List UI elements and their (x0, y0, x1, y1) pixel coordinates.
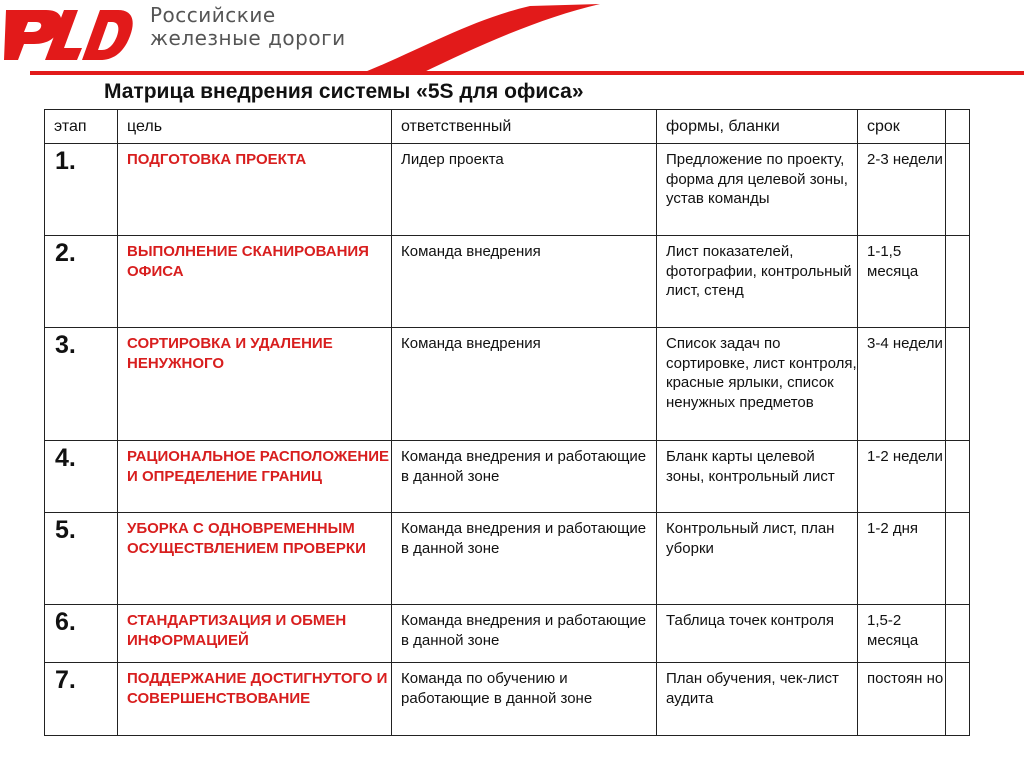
stage-responsible: Команда внедрения и работающие в данной зоне (392, 605, 657, 663)
stage-empty-cell (946, 441, 970, 513)
stage-empty-cell (946, 605, 970, 663)
stage-forms: Контрольный лист, план уборки (657, 513, 858, 605)
table-row (45, 513, 970, 605)
stage-number: 3. (45, 328, 118, 441)
stage-goal: РАЦИОНАЛЬНОЕ РАСПОЛОЖЕНИЕ И ОПРЕДЕЛЕНИЕ ГРАНИЦ (118, 441, 392, 513)
table-row (45, 605, 970, 663)
stage-empty-cell (946, 513, 970, 605)
column-header-responsible: ответственный (392, 110, 657, 144)
page-title: Матрица внедрения системы «5S для офиса» (104, 80, 584, 103)
column-header-forms: формы, бланки (657, 110, 858, 144)
stage-responsible: Лидер проекта (392, 144, 657, 236)
stage-responsible: Команда внедрения и работающие в данной зоне (392, 441, 657, 513)
stage-goal: СОРТИРОВКА И УДАЛЕНИЕ НЕНУЖНОГО (118, 328, 392, 441)
stage-empty-cell (946, 236, 970, 328)
stage-term: 1-2 дня (858, 513, 946, 605)
stage-number: 2. (45, 236, 118, 328)
stage-responsible: Команда внедрения и работающие в данной зоне (392, 513, 657, 605)
stage-forms: Лист показателей, фотографии, контрольный лист, стенд (657, 236, 858, 328)
table-row (45, 328, 970, 441)
column-header-goal: цель (118, 110, 392, 144)
stage-term: 2-3 недели (858, 144, 946, 236)
column-header-stage: этап (45, 110, 118, 144)
stage-term: 1-1,5 месяца (858, 236, 946, 328)
stage-term: постоян но (858, 663, 946, 736)
stage-responsible: Команда внедрения (392, 236, 657, 328)
stage-term: 1-2 недели (858, 441, 946, 513)
stage-forms: План обучения, чек-лист аудита (657, 663, 858, 736)
table-row (45, 144, 970, 236)
stage-responsible: Команда внедрения (392, 328, 657, 441)
stage-number: 1. (45, 144, 118, 236)
stage-number: 7. (45, 663, 118, 736)
stage-goal: УБОРКА С ОДНОВРЕМЕННЫМ ОСУЩЕСТВЛЕНИЕМ ПРОВЕРКИ (118, 513, 392, 605)
stage-term: 1,5-2 месяца (858, 605, 946, 663)
stage-goal: ПОДГОТОВКА ПРОЕКТА (118, 144, 392, 236)
stage-goal: СТАНДАРТИЗАЦИЯ И ОБМЕН ИНФОРМАЦИЕЙ (118, 605, 392, 663)
header (0, 0, 1024, 80)
rzd-logo (4, 2, 136, 64)
stage-forms: Бланк карты целевой зоны, контрольный лист (657, 441, 858, 513)
company-name-line2: железные дороги (150, 26, 346, 50)
implementation-matrix (44, 109, 970, 736)
stage-empty-cell (946, 144, 970, 236)
stage-number: 6. (45, 605, 118, 663)
company-name-line1: Российские (150, 3, 276, 27)
table-row (45, 663, 970, 736)
column-header-term: срок (858, 110, 946, 144)
stage-empty-cell (946, 328, 970, 441)
table-row (45, 236, 970, 328)
stage-number: 4. (45, 441, 118, 513)
stage-goal: ПОДДЕРЖАНИЕ ДОСТИГНУТОГО И СОВЕРШЕНСТВОВАНИЕ (118, 663, 392, 736)
stage-number: 5. (45, 513, 118, 605)
stage-term: 3-4 недели (858, 328, 946, 441)
column-header-empty (946, 110, 970, 144)
stage-forms: Таблица точек контроля (657, 605, 858, 663)
table-row (45, 441, 970, 513)
stage-forms: Предложение по проекту, форма для целевой зоны, устав команды (657, 144, 858, 236)
stage-responsible: Команда по обучению и работающие в данной зоне (392, 663, 657, 736)
table-header-row (45, 110, 970, 144)
stage-goal: ВЫПОЛНЕНИЕ СКАНИРОВАНИЯ ОФИСА (118, 236, 392, 328)
company-name (150, 4, 346, 50)
stage-empty-cell (946, 663, 970, 736)
stage-forms: Список задач по сортировке, лист контроля, красные ярлыки, список ненужных предметов (657, 328, 858, 441)
